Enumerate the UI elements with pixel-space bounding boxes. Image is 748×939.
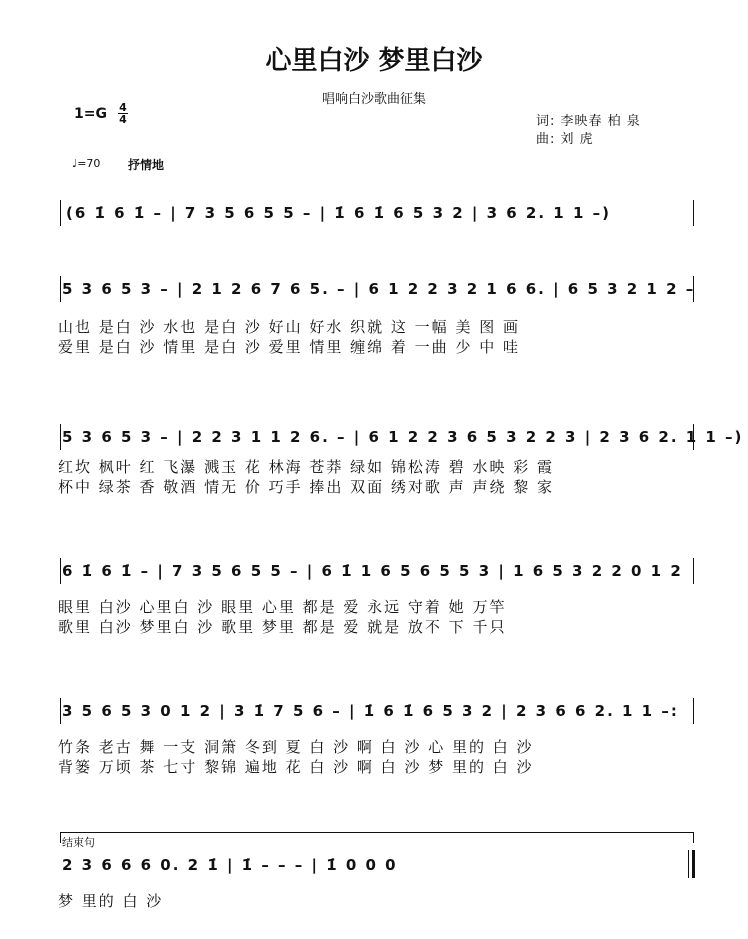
expression-marking: 抒情地 [128,158,165,172]
tempo-marking: ♩=70 [72,157,101,170]
ending-notes: 2 3 6 6 6 0. 2 1̇ | 1̇ – – – | 1̇ 0 0 0 [62,856,398,874]
ending-label: 结束句 [62,836,95,849]
time-signature [118,102,128,125]
system-4-lyrics-verse-2: 歌里 白沙 梦里白 沙 歌里 梦里 都是 爱 就是 放不 下 千只 [58,618,507,636]
key-signature: 1=G [74,106,107,122]
ending-lyrics: 梦 里的 白 沙 [58,892,164,910]
system-2-lyrics-verse-1: 山也 是白 沙 水也 是白 沙 好山 好水 织就 这 一幅 美 图 画 [58,318,520,336]
system-5-lyrics-verse-1: 竹条 老古 舞 一支 洞箫 冬到 夏 白 沙 啊 白 沙 心 里的 白 沙 [58,738,534,756]
song-subtitle: 唱响白沙歌曲征集 [321,92,426,107]
time-signature-bottom: 4 [119,113,127,126]
system-2-lyrics-verse-2: 爱里 是白 沙 情里 是白 沙 爱里 情里 缠绵 着 一曲 少 中 哇 [58,338,520,356]
system-5-notes: 3 5 6 5 3 0 1 2 | 3 1̇ 7 5 6 – | 1̇ 6 1̇ 6 5 3 2 | 2 3 6 6 2. 1 1 –: [62,702,679,720]
final-barline [688,850,695,878]
system-2-notes: 5 3 6 5 3 – | 2 1 2 6 7 6 5. – | 6 1 2 2 3 2 1 6 6. | 6 5 3 2 1 2 – [62,280,696,298]
system-3-lyrics-verse-2: 杯中 绿茶 香 敬酒 情无 价 巧手 捧出 双面 绣对歌 声 声绕 黎 家 [58,478,554,496]
system-3-lyrics-verse-1: 红坎 枫叶 红 飞瀑 溅玉 花 林海 苍莽 绿如 锦松涛 碧 水映 彩 霞 [58,458,554,476]
system-5-lyrics-verse-2: 背篓 万顷 茶 七寸 黎锦 遍地 花 白 沙 啊 白 沙 梦 里的 白 沙 [58,758,534,776]
system-4-notes: 6 1̇ 6 1̇ – | 7 3 5 6 5 5 – | 6 1̇ 1 6 5 6 5 5 3 | 1 6 5 3 2 2 0 1 2 [62,562,683,580]
system-1-notes: (6 1̇ 6 1̇ – | 7 3 5 6 5 5 – | 1̇ 6 1̇ 6 5 3 2 | 3 6 2. 1 1 –) [66,204,611,222]
composer: 曲: 刘 虎 [536,132,594,147]
system-4-lyrics-verse-1: 眼里 白沙 心里白 沙 眼里 心里 都是 爱 永远 守着 她 万竿 [58,598,507,616]
song-title: 心里白沙 梦里白沙 [265,46,483,76]
lyricist: 词: 李映春 柏 泉 [536,114,641,129]
ending-bracket [60,832,694,843]
time-signature-top: 4 [119,101,127,114]
system-3-notes: 5 3 6 5 3 – | 2 2 3 1 1 2 6. – | 6 1 2 2 3 6 5 3 2 2 3 | 2 3 6 2. 1 1 –) [62,428,744,446]
